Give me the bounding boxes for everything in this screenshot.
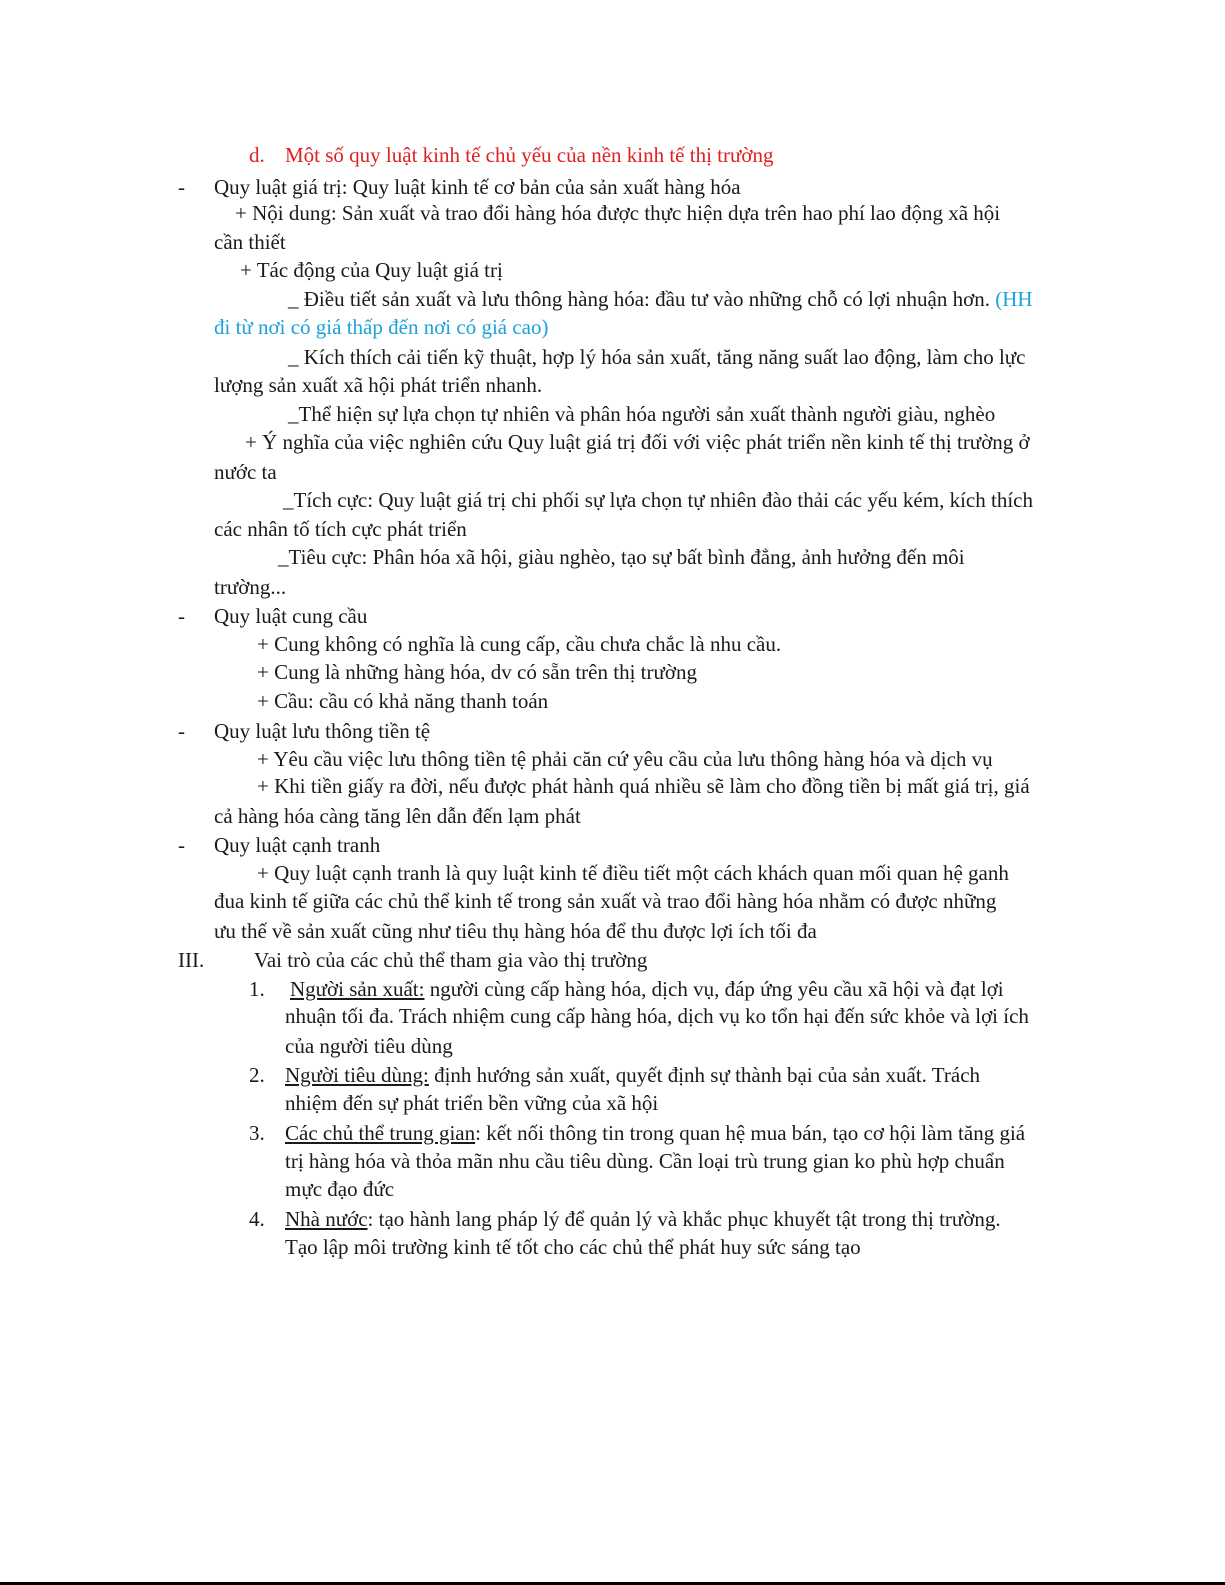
- heading-title: Một số quy luật kinh tế chủ yếu của nền kinh tế thị trường: [285, 143, 774, 167]
- role-item-state: Nhà nước: tạo hành lang pháp lý để quản lý và khắc phục khuyết tật trong thị trường.: [285, 1207, 1001, 1231]
- law-supply-item: + Cầu: cầu có khả năng thanh toán: [257, 689, 549, 713]
- role-item-number: 1.: [249, 977, 265, 1001]
- bullet-dash: -: [178, 175, 185, 199]
- law-value-meaning: + Ý nghĩa của việc nghiên cứu Quy luật giá trị đối với việc phát triển nền kinh tế thị trường ở: [245, 430, 1030, 454]
- role-term: Người tiêu dùng:: [285, 1063, 429, 1087]
- law-value-effect-2-cont: lượng sản xuất xã hội phát triển nhanh.: [214, 373, 543, 397]
- law-value-title: Quy luật giá trị: Quy luật kinh tế cơ bản của sản xuất hàng hóa: [214, 175, 741, 199]
- role-term: Các chủ thể trung gian: [285, 1121, 476, 1145]
- law-value-effect-1-note: (HH: [995, 287, 1033, 311]
- law-supply-item: + Cung không có nghĩa là cung cấp, cầu chưa chắc là nhu cầu.: [257, 632, 782, 656]
- law-money-item: + Khi tiền giấy ra đời, nếu được phát hành quá nhiều sẽ làm cho đồng tiền bị mất giá trị, giá: [257, 774, 1030, 798]
- law-money-item: + Yêu cầu việc lưu thông tiền tệ phải căn cứ yêu cầu của lưu thông hàng hóa và dịch vụ: [257, 747, 993, 771]
- section-title: Vai trò của các chủ thể tham gia vào thị trường: [254, 948, 648, 972]
- law-value-negative: _Tiêu cực: Phân hóa xã hội, giàu nghèo, tạo sự bất bình đẳng, ảnh hưởng đến môi: [278, 545, 965, 569]
- law-competition-title: Quy luật cạnh tranh: [214, 833, 381, 857]
- role-item-intermediary: Các chủ thể trung gian: kết nối thông tin trong quan hệ mua bán, tạo cơ hội làm tăng giá: [285, 1121, 1026, 1145]
- law-value-content: + Nội dung: Sản xuất và trao đổi hàng hóa được thực hiện dựa trên hao phí lao động xã hội: [235, 201, 1001, 225]
- role-item-cont: trị hàng hóa và thỏa mãn nhu cầu tiêu dùng. Cần loại trù trung gian ko phù hợp chuẩn: [285, 1149, 1005, 1173]
- role-item-consumer: Người tiêu dùng: định hướng sản xuất, quyết định sự thành bại của sản xuất. Trách: [285, 1063, 981, 1087]
- law-value-effect-3: _Thể hiện sự lựa chọn tự nhiên và phân hóa người sản xuất thành người giàu, nghèo: [288, 402, 996, 426]
- law-value-effect-1: _ Điều tiết sản xuất và lưu thông hàng hóa: đầu tư vào những chỗ có lợi nhuận hơn. (HH: [288, 287, 1033, 311]
- role-item-cont: nhuận tối đa. Trách nhiệm cung cấp hàng hóa, dịch vụ ko tổn hại đến sức khỏe và lợi ích: [285, 1004, 1029, 1028]
- law-value-meaning-cont: nước ta: [214, 460, 277, 484]
- law-value-positive: _Tích cực: Quy luật giá trị chi phối sự lựa chọn tự nhiên đào thải các yếu kém, kích thích: [283, 488, 1033, 512]
- law-value-effect-1-note-cont: đi từ nơi có giá thấp đến nơi có giá cao): [214, 315, 549, 339]
- role-item-producer: Người sản xuất: người cùng cấp hàng hóa, dịch vụ, đáp ứng yêu cầu xã hội và đạt lợi: [290, 977, 1004, 1001]
- role-item-number: 2.: [249, 1063, 265, 1087]
- role-term: Nhà nước: [285, 1207, 368, 1231]
- law-competition-item-cont: đua kinh tế giữa các chủ thể kinh tế trong sản xuất và trao đổi hàng hóa nhằm có được những: [214, 889, 997, 913]
- law-money-item-cont: cả hàng hóa càng tăng lên dẫn đến lạm phát: [214, 804, 581, 828]
- law-value-content-cont: cần thiết: [214, 230, 286, 254]
- role-item-cont: mực đạo đức: [285, 1177, 395, 1201]
- role-item-cont: Tạo lập môi trường kinh tế tốt cho các chủ thể phát huy sức sáng tạo: [285, 1235, 861, 1259]
- role-item-cont: nhiệm đến sự phát triển bền vững của xã hội: [285, 1091, 659, 1115]
- law-supply-title: Quy luật cung cầu: [214, 604, 368, 628]
- bullet-dash: -: [178, 719, 185, 743]
- role-item-number: 3.: [249, 1121, 265, 1145]
- law-value-positive-cont: các nhân tố tích cực phát triển: [214, 517, 467, 541]
- law-supply-item: + Cung là những hàng hóa, dv có sẵn trên thị trường: [257, 660, 697, 684]
- role-item-cont: của người tiêu dùng: [285, 1034, 453, 1058]
- law-competition-item: + Quy luật cạnh tranh là quy luật kinh tế điều tiết một cách khách quan mối quan hệ ganh: [257, 861, 1009, 885]
- role-item-number: 4.: [249, 1207, 265, 1231]
- law-value-negative-cont: trường...: [214, 575, 287, 599]
- law-competition-item-cont: ưu thế về sản xuất cũng như tiêu thụ hàng hóa để thu được lợi ích tối đa: [214, 919, 817, 943]
- bullet-dash: -: [178, 833, 185, 857]
- role-term: Người sản xuất:: [290, 977, 425, 1001]
- law-value-effect-2: _ Kích thích cải tiến kỹ thuật, hợp lý hóa sản xuất, tăng năng suất lao động, làm cho lực: [288, 345, 1026, 369]
- law-value-effect-title: + Tác động của Quy luật giá trị: [240, 258, 503, 282]
- section-marker: III.: [178, 948, 205, 972]
- heading-marker: d.: [249, 143, 265, 167]
- bullet-dash: -: [178, 604, 185, 628]
- law-money-title: Quy luật lưu thông tiền tệ: [214, 719, 431, 743]
